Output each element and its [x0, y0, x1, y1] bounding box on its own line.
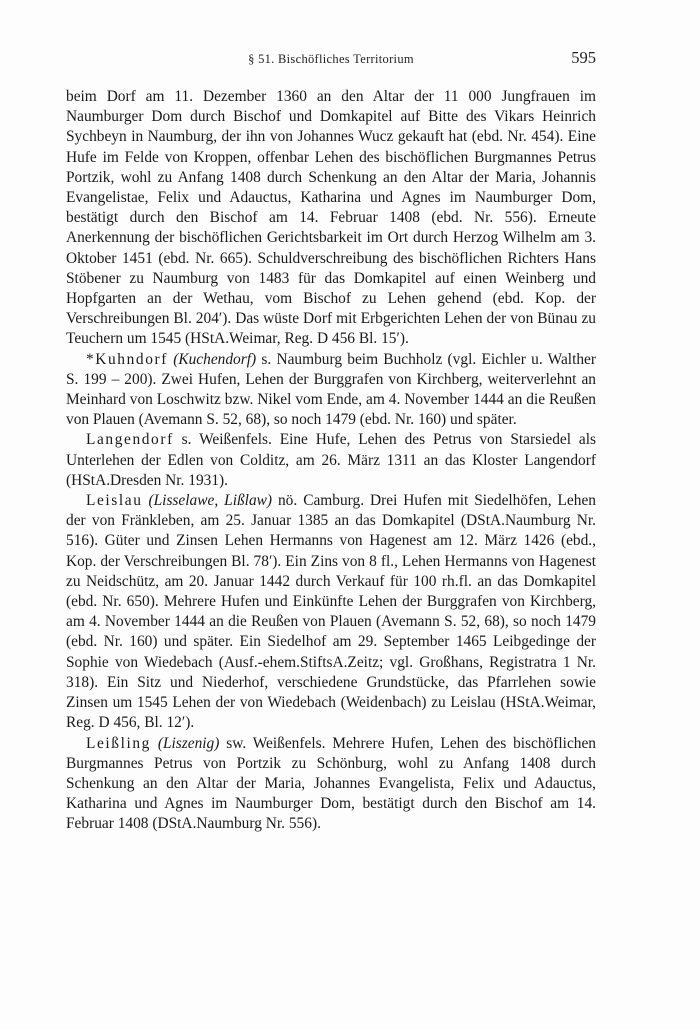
- entry-keyword: Leislau: [86, 492, 143, 510]
- entry-variant-name: (Kuchendorf): [173, 350, 257, 368]
- entry-kuhndorf: [66, 350, 596, 431]
- page-number: 595: [571, 48, 596, 67]
- entry-keyword: *Kuhndorf: [86, 350, 168, 368]
- running-header: [66, 48, 596, 70]
- body-text: [66, 87, 596, 835]
- entry-leissling: [66, 734, 596, 835]
- entry-text: sw. Weißenfels. Mehrere Hufen, Lehen des bischöflichen Burgmannes Petrus von Portzik zu Schönburg, wohl zu Anfang 1408 durch Schenkung an den Altar der Maria, Johannes Evangelista, Felix und Adauctus, Katharina und Agnes im Naumburger Dom, bestätigt durch den Bischof am 14. Februar 1408 (DStA.Naumburg Nr. 556).: [66, 734, 596, 833]
- paragraph-text: beim Dorf am 11. Dezember 1360 an den Altar der 11 000 Jungfrauen im Naumburger Dom durch Bischof und Domkapitel auf Bitte des Vikars Heinrich Sychbeyn in Naumburg, der ihn von Johannes Wucz gekauft hat (ebd. Nr. 454). Eine Hufe im Felde von Kroppen, offenbar Lehen des bischöflichen Burgmannes Petrus Portzik, wohl zu Anfang 1408 durch Schenkung an den Altar der Maria, Johannis Evangelistae, Felix und Adauctus, Katharina und Agnes im Naumburger Dom, bestätigt durch den Bischof am 14. Februar 1408 (ebd. Nr. 556). Erneute Anerkennung der bischöflichen Gerichtsbarkeit im Ort durch Herzog Wilhelm am 3. Oktober 1451 (ebd. Nr. 665). Schuldverschreibung des bischöflichen Richters Hans Stöbener zu Naumburg von 1483 für das Domkapitel auf einen Weinberg und Hopfgarten an der Wethau, vom Bischof zu Lehen gehend (ebd. Kop. der Verschreibungen Bl. 204′). Das wüste Dorf mit Erbgerichten Lehen der von Bünau zu Teuchern um 1545 (HStA.Weimar, Reg. D 456 Bl. 15′).: [66, 88, 596, 348]
- entry-keyword: Langendorf: [86, 431, 174, 449]
- running-title: § 51. Bischöfliches Territorium: [248, 52, 414, 66]
- entry-variant-name: (Liszenig): [157, 734, 220, 752]
- entry-text: nö. Camburg. Drei Hufen mit Siedelhöfen, Lehen der von Fränkleben, am 25. Januar 1385 an das Domkapitel (DStA.Naumburg Nr. 516). Güter und Zinsen Lehen Hermanns von Hagenest am 12. März 1426 (ebd., Kop. der Verschreibungen Bl. 78′). Ein Zins von 8 fl., Lehen Hermanns von Hagenest zu Neidschütz, am 20. Januar 1442 durch Verkauf für 100 rh.fl. an das Domkapitel (ebd. Nr. 650). Mehrere Hufen und Einkünfte Lehen der Burggrafen von Kirchberg, am 4. November 1444 an die Reußen von Plauen (Avemann S. 52, 68), so noch 1479 (ebd. Nr. 160) und später. Ein Siedelhof am 29. September 1465 Leibgedinge der Sophie von Wiedebach (Ausf.-ehem.StiftsA.Zeitz; vgl. Großhans, Registratra 1 Nr. 318). Ein Sitz und Niederhof, verschiedene Grundstücke, das Pfarrlehen sowie Zinsen um 1545 Lehen der von Wiedebach (Weidenbach) zu Leislau (HStA.Weimar, Reg. D 456, Bl. 12′).: [66, 492, 596, 732]
- entry-langendorf: [66, 430, 596, 491]
- entry-leislau: [66, 491, 596, 733]
- entry-keyword: Leißling: [86, 734, 151, 752]
- entry-text: s. Naumburg beim Buchholz (vgl. Eichler u. Walther S. 199 – 200). Zwei Hufen, Lehen der Burggrafen von Kirchberg, weiterverlehnt an Meinhard von Loschwitz bzw. Nikel vom Ende, am 4. November 1444 an die Reußen von Plauen (Avemann S. 52, 68), so noch 1479 (ebd. Nr. 160) und später.: [66, 350, 596, 429]
- entry-text: s. Weißenfels. Eine Hufe, Lehen des Petrus von Starsiedel als Unterlehen der Edlen von Colditz, am 26. März 1311 an das Kloster Langendorf (HStA.Dresden Nr. 1931).: [66, 431, 596, 489]
- paragraph-continuation: [66, 87, 596, 350]
- entry-variant-name: (Lisselawe, Lißlaw): [148, 492, 273, 510]
